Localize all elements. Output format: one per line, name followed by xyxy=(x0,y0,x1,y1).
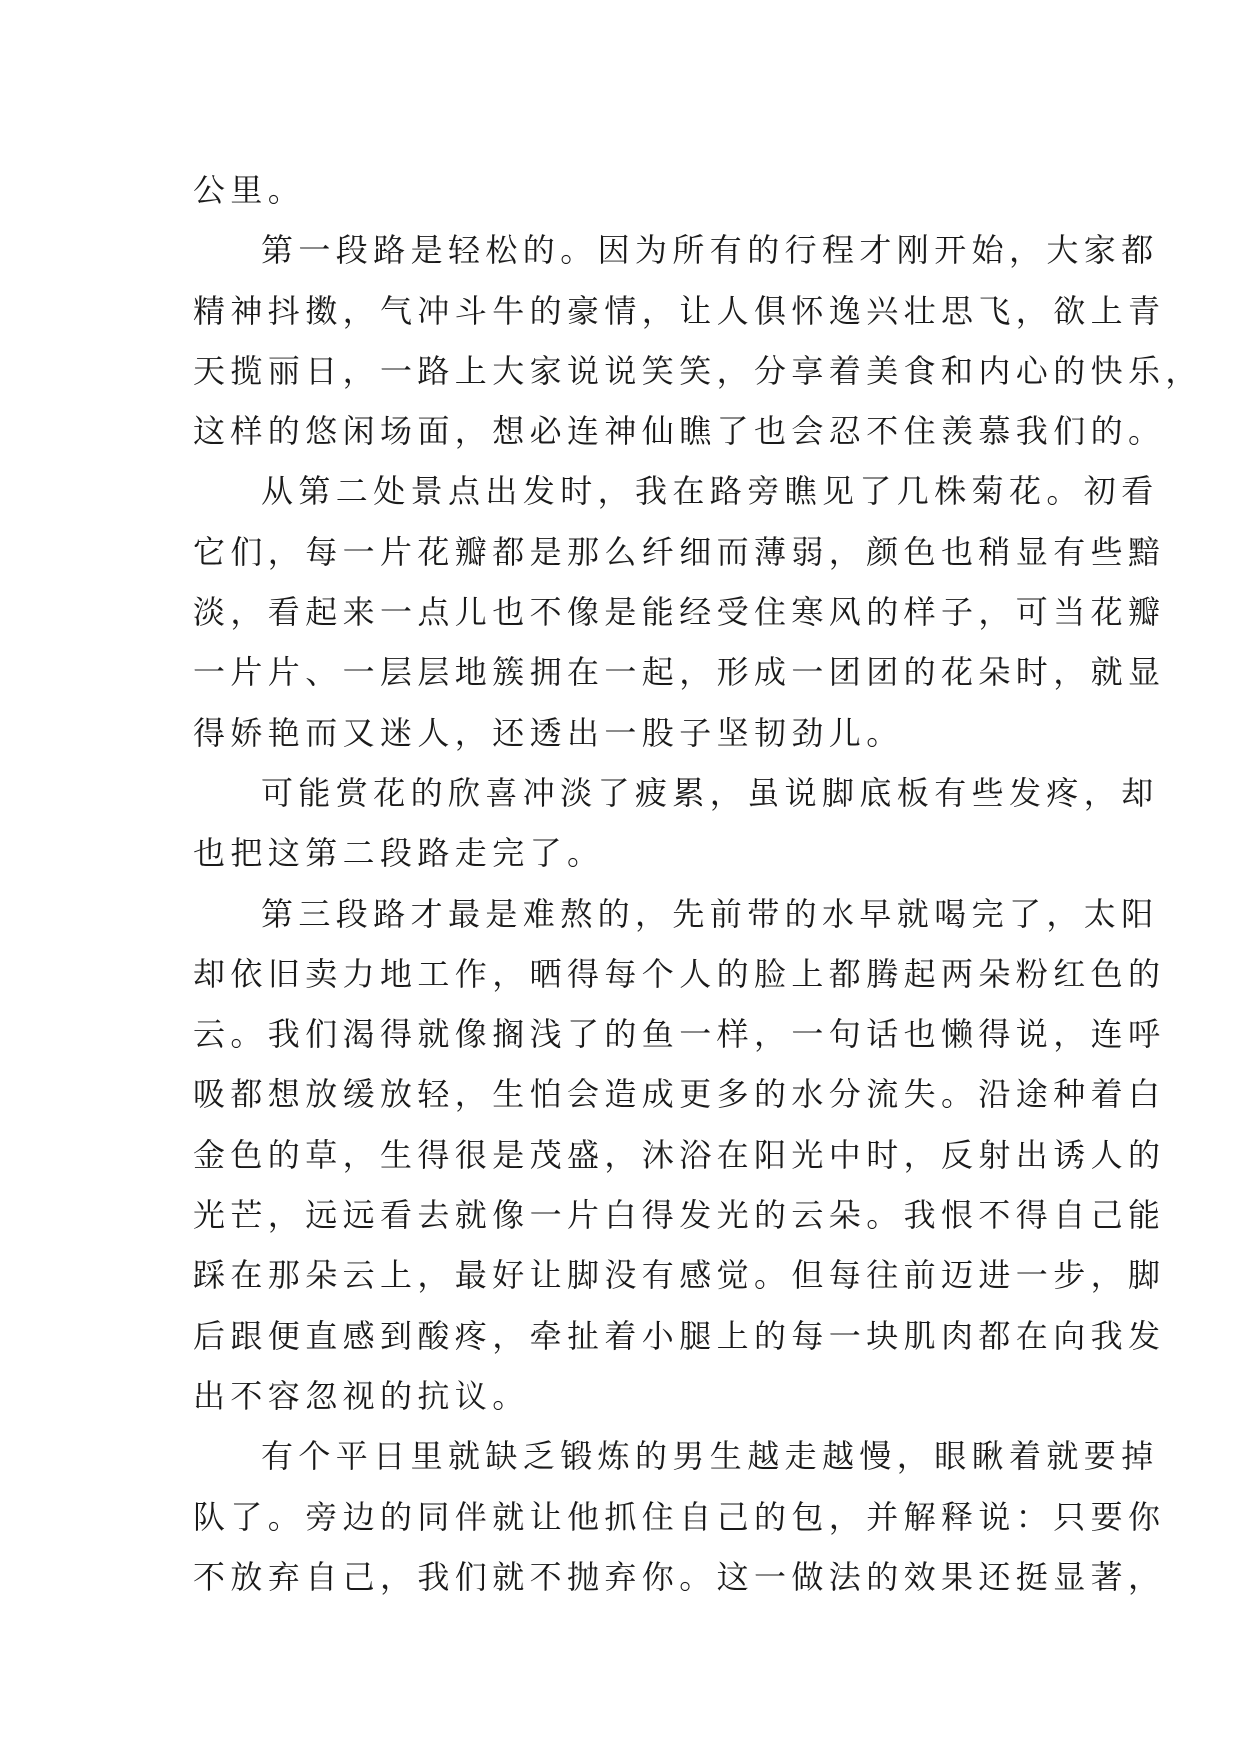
text-line: 这样的悠闲场面，想必连神仙瞧了也会忍不住羡慕我们的。 xyxy=(193,412,1166,451)
text-line: 吸都想放缓放轻，生怕会造成更多的水分流失。沿途种着白 xyxy=(193,1075,1166,1114)
text-line: 得娇艳而又迷人，还透出一股子坚韧劲儿。 xyxy=(193,713,904,752)
text-line: 也把这第二段路走完了。 xyxy=(193,834,605,873)
paragraph-first-line: 第一段路是轻松的。因为所有的行程才刚开始，大家都 xyxy=(261,231,1159,270)
text-line: 云。我们渴得就像搁浅了的鱼一样，一句话也懒得说，连呼 xyxy=(193,1015,1166,1054)
text-line: 它们，每一片花瓣都是那么纤细而薄弱，颜色也稍显有些黯 xyxy=(193,532,1166,571)
paragraph-first-line: 第三段路才最是难熬的，先前带的水早就喝完了，太阳 xyxy=(261,894,1159,933)
text-line: 出不容忽视的抗议。 xyxy=(193,1376,530,1415)
text-line: 却依旧卖力地工作，晒得每个人的脸上都腾起两朵粉红色的 xyxy=(193,954,1166,993)
text-line: 踩在那朵云上，最好让脚没有感觉。但每往前迈进一步，脚 xyxy=(193,1256,1166,1295)
text-line: 一片片、一层层地簇拥在一起，形成一团团的花朵时，就显 xyxy=(193,653,1166,692)
text-line: 金色的草，生得很是茂盛，沐浴在阳光中时，反射出诱人的 xyxy=(193,1135,1166,1174)
text-line: 不放弃自己，我们就不抛弃你。这一做法的效果还挺显著， xyxy=(193,1557,1166,1596)
text-line: 公里。 xyxy=(193,171,306,209)
body-text xyxy=(193,160,1203,1607)
text-line: 队了。旁边的同伴就让他抓住自己的包，并解释说：只要你 xyxy=(193,1497,1166,1536)
paragraph-first-line: 有个平日里就缺乏锻炼的男生越走越慢，眼瞅着就要掉 xyxy=(261,1437,1159,1476)
text-line: 淡，看起来一点儿也不像是能经受住寒风的样子，可当花瓣 xyxy=(193,593,1166,632)
text-line: 光芒，远远看去就像一片白得发光的云朵。我恨不得自己能 xyxy=(193,1196,1166,1235)
text-line: 后跟便直感到酸疼，牵扯着小腿上的每一块肌肉都在向我发 xyxy=(193,1316,1166,1355)
paragraph-first-line: 可能赏花的欣喜冲淡了疲累，虽说脚底板有些发疼，却 xyxy=(261,773,1159,812)
text-line: 天揽丽日，一路上大家说说笑笑，分享着美食和内心的快乐， xyxy=(193,351,1203,390)
paragraph-first-line: 从第二处景点出发时，我在路旁瞧见了几株菊花。初看 xyxy=(261,472,1159,511)
text-line: 精神抖擞，气冲斗牛的豪情，让人俱怀逸兴壮思飞，欲上青 xyxy=(193,291,1166,330)
